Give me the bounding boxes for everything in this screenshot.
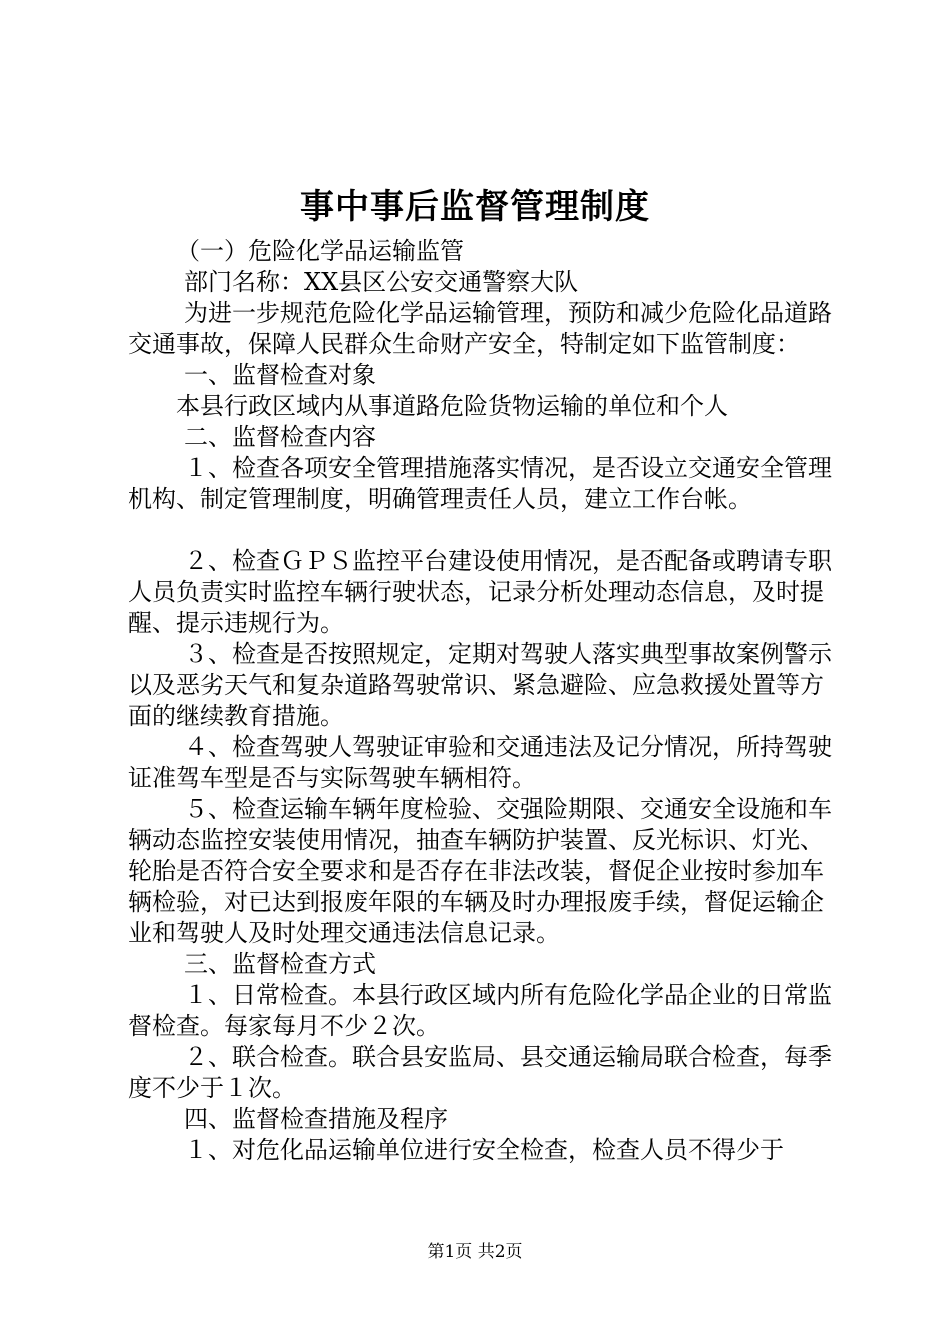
section-heading-hazmat: （一）危险化学品运输监管	[176, 237, 464, 265]
procedure-item-1: １、对危化品运输单位进行安全检查，检查人员不得少于	[184, 1136, 784, 1164]
paragraph-gap	[128, 515, 840, 546]
content-item-4: ４、检查驾驶人驾驶证审验和交通违法及记分情况，所持驾驶证准驾车型是否与实际驾驶车辆相符。	[128, 733, 832, 792]
content-item-2: ２、检查ＧＰＳ监控平台建设使用情况，是否配备或聘请专职人员负责实时监控车辆行驶状态，记录分析处理动态信息，及时提醒、提示违规行为。	[128, 547, 832, 637]
content-item-1: １、检查各项安全管理措施落实情况，是否设立交通安全管理机构、制定管理制度，明确管理责任人员，建立工作台帐。	[128, 454, 832, 513]
heading-inspection-methods: 三、监督检查方式	[184, 950, 376, 978]
content-item-3: ３、检查是否按照规定，定期对驾驶人落实典型事故案例警示以及恶劣天气和复杂道路驾驶常识、紧急避险、应急救援处置等方面的继续教育措施。	[128, 640, 832, 730]
heading-inspection-procedures: 四、监督检查措施及程序	[184, 1105, 448, 1133]
paragraph-inspection-targets: 本县行政区域内从事道路危险货物运输的单位和个人	[176, 392, 728, 420]
method-item-2: ２、联合检查。联合县安监局、县交通运输局联合检查，每季度不少于１次。	[128, 1043, 832, 1102]
document-title: 事中事后监督管理制度	[300, 187, 650, 227]
intro-paragraph: 为进一步规范危险化学品运输管理，预防和减少危险化品道路交通事故，保障人民群众生命财产安全，特制定如下监管制度：	[128, 299, 832, 358]
heading-inspection-targets: 一、监督检查对象	[184, 361, 376, 389]
document-body	[128, 236, 840, 1166]
heading-inspection-content: 二、监督检查内容	[184, 423, 376, 451]
method-item-1: １、日常检查。本县行政区域内所有危险化学品企业的日常监督检查。每家每月不少２次。	[128, 981, 832, 1040]
department-name: 部门名称：XX县区公安交通警察大队	[184, 268, 579, 296]
content-item-5: ５、检查运输车辆年度检验、交强险期限、交通安全设施和车辆动态监控安装使用情况，抽查车辆防护装置、反光标识、灯光、轮胎是否符合安全要求和是否存在非法改装，督促企业按时参加车辆检验，对已达到报废年限的车辆及时办理报废手续，督促运输企业和驾驶人及时处理交通违法信息记录。	[128, 795, 832, 947]
page-footer: 第1页 共2页	[427, 1242, 523, 1262]
